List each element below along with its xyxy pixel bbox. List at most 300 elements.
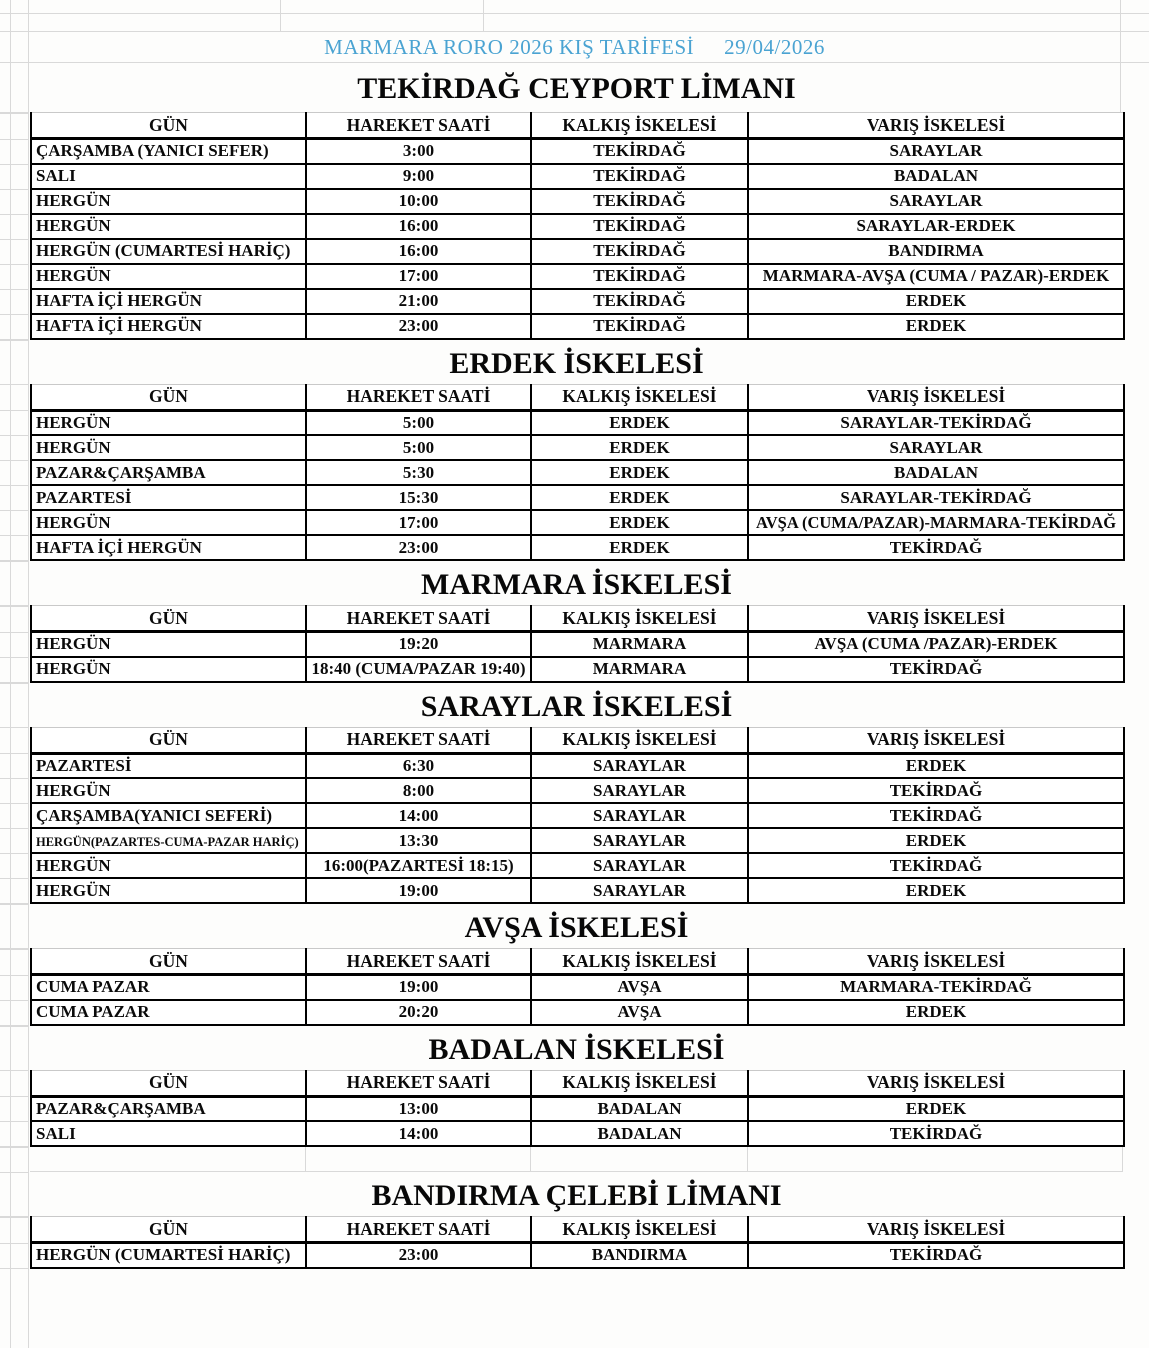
cell-value: ERDEK	[905, 755, 967, 775]
gridline	[0, 1070, 29, 1071]
cell-arrival-port	[748, 803, 1124, 828]
header-label: HAREKET SAATİ	[346, 729, 491, 749]
header-row	[31, 1217, 1124, 1243]
cell-departure-port	[531, 485, 748, 510]
table-row	[31, 803, 1124, 828]
cell-value: PAZAR&ÇARŞAMBA	[36, 462, 206, 482]
gridline	[0, 853, 29, 854]
gridline	[0, 214, 29, 215]
gridline	[483, 0, 484, 31]
page-title-text: MARMARA RORO 2026 KIŞ TARİFESİ	[324, 35, 695, 59]
cell-day	[31, 410, 306, 435]
cell-departure-time	[306, 139, 531, 164]
cell-arrival-port	[748, 485, 1124, 510]
cell-value: BADALAN	[597, 1098, 682, 1118]
header-label: VARIŞ İSKELESİ	[866, 607, 1006, 628]
cell-value: 13:00	[398, 1098, 439, 1118]
cell-arrival-port	[748, 314, 1124, 339]
cell-value: ERDEK	[609, 537, 670, 557]
cell-value: 10:00	[398, 191, 439, 210]
cell-value: BANDIRMA	[591, 1245, 688, 1265]
cell-value: HERGÜN	[36, 412, 111, 432]
cell-departure-port	[531, 803, 748, 828]
cell-value: ERDEK	[905, 830, 967, 850]
header-label: HAREKET SAATİ	[346, 386, 491, 406]
cell-value: ERDEK	[905, 291, 967, 310]
cell-departure-port	[531, 139, 748, 164]
gridline	[1122, 1147, 1123, 1171]
gridline	[0, 1217, 29, 1218]
header-departure-port	[531, 949, 748, 975]
cell-value: HAFTA İÇİ HERGÜN	[36, 537, 202, 557]
header-arrival-port	[748, 727, 1124, 753]
cell-departure-port	[531, 164, 748, 189]
cell-value: TEKİRDAĞ	[889, 537, 983, 557]
schedule-section	[30, 904, 1123, 1026]
cell-value: TEKİRDAĞ	[593, 166, 686, 185]
table-row	[31, 314, 1124, 339]
gridline	[0, 164, 29, 165]
cell-departure-port	[531, 1243, 748, 1268]
cell-departure-port	[531, 632, 748, 657]
cell-value: CUMA PAZAR	[36, 1002, 150, 1021]
cell-arrival-port	[748, 1243, 1124, 1268]
header-departure-port	[531, 113, 748, 139]
cell-value: 17:00	[398, 512, 439, 532]
cell-departure-time	[306, 1096, 531, 1121]
section-title: AVŞA İSKELESİ	[464, 911, 689, 944]
cell-value: SARAYLAR	[889, 141, 983, 161]
section-title: BADALAN İSKELESİ	[428, 1032, 725, 1066]
cell-arrival-port	[748, 289, 1124, 314]
gridline	[0, 340, 29, 341]
gridline	[0, 949, 29, 950]
schedule-content	[30, 62, 1123, 1269]
cell-value: 16:00	[398, 216, 439, 235]
table-row	[31, 828, 1124, 853]
table-row	[31, 975, 1124, 1000]
gridline	[0, 778, 29, 779]
cell-day	[31, 164, 306, 189]
gridline	[0, 1243, 29, 1244]
gridline	[0, 1026, 29, 1027]
cell-value: ERDEK	[905, 880, 967, 900]
cell-arrival-port	[748, 510, 1124, 535]
cell-departure-time	[306, 657, 531, 682]
cell-day	[31, 657, 306, 682]
header-label: GÜN	[149, 607, 188, 628]
table-row	[31, 778, 1124, 803]
cell-arrival-port	[748, 214, 1124, 239]
cell-value: 20:20	[398, 1002, 439, 1021]
header-label: HAREKET SAATİ	[346, 114, 491, 135]
cell-arrival-port	[748, 410, 1124, 435]
header-label: KALKIŞ İSKELESİ	[562, 1072, 717, 1092]
gridline	[747, 1147, 748, 1171]
gridline	[0, 535, 29, 536]
header-label: HAREKET SAATİ	[346, 607, 491, 628]
header-arrival-port	[748, 606, 1124, 632]
cell-arrival-port	[748, 657, 1124, 682]
cell-departure-time	[306, 853, 531, 878]
cell-value: 14:00	[398, 805, 439, 825]
schedule-table	[30, 1216, 1125, 1269]
cell-departure-time	[306, 264, 531, 289]
section-title: MARMARA İSKELESİ	[421, 568, 732, 601]
gridline	[0, 1121, 29, 1122]
gridline	[0, 1172, 29, 1173]
header-row	[31, 606, 1124, 632]
cell-value: CUMA PAZAR	[36, 977, 150, 997]
table-row	[31, 435, 1124, 460]
gridline	[0, 510, 29, 511]
cell-departure-time	[306, 878, 531, 903]
cell-day	[31, 460, 306, 485]
table-row	[31, 853, 1124, 878]
header-departure-time	[306, 606, 531, 632]
header-arrival-port	[748, 1217, 1124, 1243]
schedule-table	[30, 384, 1125, 562]
header-day	[31, 949, 306, 975]
cell-departure-port	[531, 1096, 748, 1121]
header-departure-port	[531, 727, 748, 753]
cell-value: SARAYLAR	[593, 855, 686, 875]
cell-departure-port	[531, 314, 748, 339]
cell-value: ÇARŞAMBA(YANICI SEFERİ)	[36, 805, 272, 825]
schedule-section	[30, 62, 1123, 340]
cell-departure-time	[306, 435, 531, 460]
cell-value: ERDEK	[609, 437, 670, 457]
table-row	[31, 1096, 1124, 1121]
cell-value: TEKİRDAĞ	[889, 855, 983, 875]
cell-value: ERDEK	[905, 1002, 967, 1021]
gridline	[0, 683, 29, 684]
table-row	[31, 632, 1124, 657]
header-departure-time	[306, 113, 531, 139]
cell-departure-time	[306, 778, 531, 803]
table-row	[31, 1121, 1124, 1146]
gridline	[0, 1000, 29, 1001]
cell-arrival-port	[748, 460, 1124, 485]
cell-day	[31, 289, 306, 314]
header-label: VARIŞ İSKELESİ	[866, 1072, 1006, 1092]
cell-value: SARAYLAR-TEKİRDAĞ	[840, 412, 1032, 432]
table-row	[31, 1243, 1124, 1268]
table-row	[31, 460, 1124, 485]
cell-value: ERDEK	[609, 462, 670, 482]
cell-value: TEKİRDAĞ	[889, 780, 983, 800]
cell-value: TEKİRDAĞ	[593, 141, 686, 161]
cell-departure-time	[306, 975, 531, 1000]
cell-arrival-port	[748, 778, 1124, 803]
section-title: SARAYLAR İSKELESİ	[420, 689, 733, 723]
cell-value: 6:30	[402, 755, 435, 775]
cell-departure-time	[306, 314, 531, 339]
header-day	[31, 606, 306, 632]
cell-value: TEKİRDAĞ	[593, 216, 686, 235]
cell-departure-port	[531, 435, 748, 460]
table-row	[31, 189, 1124, 214]
gridline	[0, 289, 29, 290]
schedule-table	[30, 605, 1125, 683]
table-row	[31, 535, 1124, 560]
cell-arrival-port	[748, 239, 1124, 264]
table-row	[31, 753, 1124, 778]
cell-departure-time	[306, 239, 531, 264]
cell-value: 19:20	[398, 634, 439, 654]
cell-value: HAFTA İÇİ HERGÜN	[36, 316, 202, 335]
cell-value: MARMARA-AVŞA (CUMA / PAZAR)-ERDEK	[762, 266, 1110, 285]
header-label: VARIŞ İSKELESİ	[866, 729, 1006, 749]
cell-value: TEKİRDAĞ	[593, 266, 686, 285]
cell-value: HERGÜN	[36, 634, 111, 654]
cell-value: SARAYLAR	[593, 755, 686, 775]
gridline	[0, 189, 29, 190]
section-title: BANDIRMA ÇELEBİ LİMANI	[371, 1179, 782, 1212]
cell-arrival-port	[748, 139, 1124, 164]
cell-arrival-port	[748, 264, 1124, 289]
table-row	[31, 878, 1124, 903]
gridline	[0, 384, 29, 385]
cell-day	[31, 239, 306, 264]
cell-arrival-port	[748, 828, 1124, 853]
header-label: KALKIŞ İSKELESİ	[562, 607, 717, 628]
gridline	[305, 1147, 306, 1171]
cell-value: HERGÜN (CUMARTESİ HARİÇ)	[36, 1245, 291, 1265]
cell-value: ERDEK	[609, 412, 670, 432]
cell-departure-time	[306, 214, 531, 239]
cell-departure-port	[531, 878, 748, 903]
gridline	[0, 1096, 29, 1097]
header-row	[31, 1070, 1124, 1096]
cell-departure-time	[306, 289, 531, 314]
header-departure-time	[306, 1070, 531, 1096]
cell-value: 23:00	[398, 537, 439, 557]
header-departure-port	[531, 384, 748, 410]
cell-arrival-port	[748, 435, 1124, 460]
cell-value: 5:00	[402, 437, 435, 457]
cell-departure-time	[306, 632, 531, 657]
cell-value: AVŞA (CUMA/PAZAR)-MARMARA-TEKİRDAĞ	[755, 512, 1117, 532]
cell-value: SALI	[36, 166, 76, 185]
cell-value: SALI	[36, 1123, 76, 1143]
gridline	[0, 828, 29, 829]
gridline	[0, 460, 29, 461]
header-label: VARIŞ İSKELESİ	[866, 114, 1006, 135]
cell-arrival-port	[748, 535, 1124, 560]
cell-arrival-port	[748, 164, 1124, 189]
cell-arrival-port	[748, 1000, 1124, 1025]
cell-day	[31, 485, 306, 510]
gridline	[0, 1268, 29, 1269]
cell-value: TEKİRDAĞ	[889, 1123, 983, 1143]
header-departure-time	[306, 384, 531, 410]
cell-value: TEKİRDAĞ	[593, 241, 686, 260]
cell-value: 3:00	[402, 141, 435, 161]
cell-departure-port	[531, 410, 748, 435]
cell-value: MARMARA-TEKİRDAĞ	[840, 977, 1032, 997]
cell-departure-time	[306, 753, 531, 778]
header-label: HAREKET SAATİ	[346, 950, 491, 971]
section-title: TEKİRDAĞ CEYPORT LİMANI	[357, 72, 796, 105]
cell-arrival-port	[748, 878, 1124, 903]
header-arrival-port	[748, 949, 1124, 975]
header-label: GÜN	[149, 729, 188, 749]
cell-day	[31, 828, 306, 853]
table-row	[31, 485, 1124, 510]
cell-day	[31, 139, 306, 164]
cell-departure-time	[306, 535, 531, 560]
cell-day	[31, 1121, 306, 1146]
schedule-section	[30, 1172, 1123, 1269]
gridline	[0, 1147, 29, 1148]
schedule-section	[30, 561, 1123, 683]
cell-value: TEKİRDAĞ	[889, 805, 983, 825]
cell-value: HAFTA İÇİ HERGÜN	[36, 291, 202, 310]
gridline	[0, 878, 29, 879]
header-row	[31, 113, 1124, 139]
cell-value: SARAYLAR	[593, 880, 686, 900]
header-departure-port	[531, 606, 748, 632]
cell-departure-port	[531, 189, 748, 214]
table-row	[31, 164, 1124, 189]
cell-value: AVŞA	[617, 1002, 662, 1021]
cell-departure-time	[306, 1121, 531, 1146]
cell-value: ERDEK	[609, 487, 670, 507]
table-row	[31, 510, 1124, 535]
section-title: ERDEK İSKELESİ	[449, 346, 704, 380]
cell-value: SARAYLAR	[889, 437, 983, 457]
cell-day	[31, 975, 306, 1000]
cell-departure-port	[531, 828, 748, 853]
cell-day	[31, 214, 306, 239]
table-row	[31, 139, 1124, 164]
cell-value: BANDIRMA	[888, 241, 984, 260]
header-label: VARIŞ İSKELESİ	[866, 386, 1006, 406]
cell-value: HERGÜN(PAZARTES-CUMA-PAZAR HARİÇ)	[36, 834, 299, 849]
gridline	[0, 264, 29, 265]
schedule-section	[30, 1026, 1123, 1148]
gridline	[0, 753, 29, 754]
cell-departure-port	[531, 289, 748, 314]
cell-value: BADALAN	[893, 462, 979, 482]
cell-day	[31, 878, 306, 903]
cell-day	[31, 264, 306, 289]
schedule-section	[30, 683, 1123, 905]
header-row	[31, 949, 1124, 975]
cell-value: BADALAN	[893, 166, 979, 185]
header-departure-time	[306, 727, 531, 753]
gridline	[0, 606, 29, 607]
page-title	[0, 31, 1149, 62]
cell-value: 5:30	[402, 462, 435, 482]
cell-day	[31, 510, 306, 535]
header-arrival-port	[748, 1070, 1124, 1096]
header-label: VARIŞ İSKELESİ	[866, 1218, 1006, 1239]
cell-day	[31, 1096, 306, 1121]
cell-day	[31, 1000, 306, 1025]
cell-departure-time	[306, 410, 531, 435]
cell-departure-time	[306, 803, 531, 828]
cell-departure-time	[306, 485, 531, 510]
cell-departure-time	[306, 189, 531, 214]
cell-value: 15:30	[398, 487, 439, 507]
header-label: GÜN	[149, 386, 188, 406]
cell-departure-port	[531, 460, 748, 485]
gridline	[0, 239, 29, 240]
cell-value: HERGÜN	[36, 880, 111, 900]
cell-day	[31, 189, 306, 214]
cell-value: 19:00	[398, 880, 439, 900]
table-row	[31, 289, 1124, 314]
header-label: HAREKET SAATİ	[346, 1072, 491, 1092]
cell-arrival-port	[748, 975, 1124, 1000]
cell-departure-time	[306, 828, 531, 853]
cell-departure-port	[531, 510, 748, 535]
schedule-section	[30, 340, 1123, 562]
header-label: KALKIŞ İSKELESİ	[562, 1218, 717, 1239]
cell-value: 17:00	[398, 266, 439, 285]
cell-value: SARAYLAR	[593, 830, 686, 850]
header-label: KALKIŞ İSKELESİ	[562, 729, 717, 749]
cell-value: PAZARTESİ	[36, 755, 132, 775]
cell-departure-time	[306, 460, 531, 485]
table-row	[31, 239, 1124, 264]
cell-value: 16:00(PAZARTESİ 18:15)	[323, 855, 514, 875]
header-departure-port	[531, 1217, 748, 1243]
cell-value: TEKİRDAĞ	[889, 1245, 983, 1265]
header-departure-time	[306, 949, 531, 975]
cell-value: SARAYLAR	[593, 805, 686, 825]
cell-day	[31, 632, 306, 657]
cell-departure-port	[531, 1000, 748, 1025]
cell-arrival-port	[748, 753, 1124, 778]
header-arrival-port	[748, 384, 1124, 410]
cell-day	[31, 535, 306, 560]
page-date: 29/04/2026	[724, 35, 825, 59]
cell-value: HERGÜN	[36, 855, 111, 875]
cell-value: SARAYLAR-ERDEK	[856, 216, 1016, 235]
cell-value: AVŞA	[617, 977, 662, 997]
cell-value: 23:00	[398, 1245, 439, 1265]
gridline	[0, 727, 29, 728]
gridline	[530, 1147, 531, 1171]
header-day	[31, 1217, 306, 1243]
header-label: KALKIŞ İSKELESİ	[562, 386, 717, 406]
cell-value: 9:00	[402, 166, 435, 185]
schedule-table	[30, 948, 1125, 1026]
cell-value: HERGÜN	[36, 191, 111, 210]
header-label: HAREKET SAATİ	[346, 1218, 491, 1239]
cell-value: HERGÜN	[36, 780, 111, 800]
cell-value: TEKİRDAĞ	[889, 659, 983, 678]
gridline	[0, 113, 29, 114]
cell-value: HERGÜN	[36, 437, 111, 457]
header-row	[31, 384, 1124, 410]
cell-departure-port	[531, 535, 748, 560]
cell-departure-port	[531, 657, 748, 682]
cell-value: HERGÜN	[36, 512, 111, 532]
cell-arrival-port	[748, 853, 1124, 878]
cell-departure-port	[531, 778, 748, 803]
cell-value: 16:00	[398, 241, 439, 260]
cell-value: HERGÜN	[36, 216, 111, 235]
cell-departure-port	[531, 239, 748, 264]
cell-value: SARAYLAR-TEKİRDAĞ	[840, 487, 1032, 507]
cell-value: 5:00	[402, 412, 435, 432]
header-label: GÜN	[149, 1072, 188, 1092]
cell-day	[31, 853, 306, 878]
